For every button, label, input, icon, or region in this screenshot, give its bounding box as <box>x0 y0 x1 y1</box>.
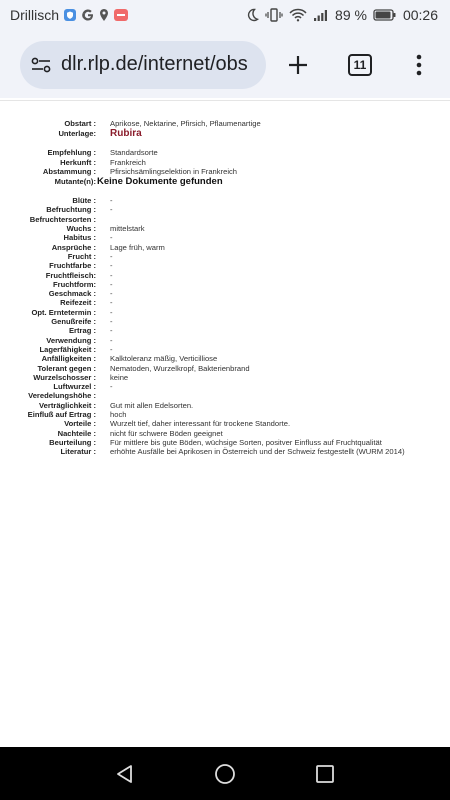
home-circle-icon <box>213 762 237 786</box>
field-row <box>0 373 450 382</box>
browser-toolbar <box>0 32 450 98</box>
field-row <box>0 205 450 214</box>
field-row <box>0 382 450 391</box>
no-documents-message: Keine Dokumente gefunden <box>97 176 223 188</box>
field-value <box>97 215 110 224</box>
field-value: - <box>110 317 113 327</box>
site-settings-icon[interactable] <box>30 55 52 75</box>
field-value: - <box>110 205 113 215</box>
field-row <box>0 261 450 270</box>
field-label: Frucht : <box>67 251 96 261</box>
field-value: Gut mit allen Edelsorten. <box>110 400 194 410</box>
field-label: Wurzelschosser : <box>33 372 96 382</box>
field-value: Für mittlere bis gute Böden, wüchsige Sorten, positver Einfluss auf Fruchtqualität <box>110 437 382 447</box>
field-row <box>0 308 450 317</box>
field-row <box>0 317 450 326</box>
field-row <box>0 391 450 400</box>
field-row <box>0 410 450 419</box>
field-value: Lage früh, warm <box>110 242 165 252</box>
field-value: - <box>110 382 113 392</box>
field-value: - <box>110 270 113 280</box>
field-value: - <box>110 251 113 261</box>
shield-app-icon <box>63 8 77 22</box>
field-label: Abstammung : <box>42 166 96 176</box>
field-value: - <box>110 261 113 271</box>
field-value: nicht für schwere Böden geeignet <box>110 428 223 438</box>
field-row <box>0 354 450 363</box>
field-value: - <box>110 233 113 243</box>
field-row <box>0 167 450 176</box>
field-row <box>0 158 450 167</box>
field-row <box>0 196 450 205</box>
field-label: Literatur : <box>60 447 96 457</box>
location-pin-icon <box>99 8 109 22</box>
toolbar-divider <box>0 100 450 101</box>
field-label: Geschmack : <box>48 289 96 299</box>
wifi-icon <box>289 8 307 22</box>
plus-icon <box>287 54 309 76</box>
field-label: Reifezeit : <box>60 298 96 308</box>
home-button[interactable] <box>213 762 237 786</box>
field-label: Fruchtfarbe : <box>49 261 96 271</box>
field-label: Befruchtersorten : <box>29 214 96 224</box>
new-tab-button[interactable] <box>285 50 311 80</box>
tab-count: 11 <box>348 54 372 76</box>
field-value: mittelstark <box>110 224 145 234</box>
field-value <box>97 391 110 400</box>
field-row <box>0 233 450 242</box>
field-label: Tolerant gegen : <box>37 363 96 373</box>
recent-apps-button[interactable] <box>313 762 337 786</box>
field-row <box>0 419 450 428</box>
field-label: Luftwurzel : <box>53 382 96 392</box>
field-value: Kalktoleranz mäßig, Verticilliose <box>110 354 218 364</box>
field-value: - <box>110 289 113 299</box>
field-row <box>0 438 450 447</box>
field-label: Veredelungshöhe : <box>28 391 96 401</box>
back-triangle-icon <box>114 763 136 785</box>
app-notification-icon <box>113 8 129 22</box>
field-label: Mutante(n): <box>54 177 96 187</box>
field-row <box>0 148 450 157</box>
field-label: Nachteile : <box>57 428 96 438</box>
field-value: - <box>110 298 113 308</box>
more-vertical-icon <box>416 54 422 76</box>
browser-menu-button[interactable] <box>410 50 428 80</box>
field-value: Standardsorte <box>110 148 158 158</box>
recent-apps-square-icon <box>314 763 336 785</box>
field-row <box>0 336 450 345</box>
field-label: Obstart : <box>64 119 96 128</box>
field-value: keine <box>110 372 129 382</box>
field-label: Einfluß auf Ertrag : <box>27 410 96 420</box>
field-value: - <box>110 196 113 206</box>
field-row <box>0 176 450 188</box>
system-navigation-bar <box>0 747 450 800</box>
field-label: Unterlage: <box>58 129 96 139</box>
field-label: Genußreife : <box>51 317 96 327</box>
field-row <box>0 289 450 298</box>
field-label: Herkunft : <box>60 157 96 167</box>
url-text[interactable]: dlr.rlp.de/internet/obs <box>61 53 248 75</box>
field-label: Befruchtung : <box>46 205 96 215</box>
field-row <box>0 252 450 261</box>
tab-switcher-button[interactable] <box>347 50 373 80</box>
field-row <box>0 298 450 307</box>
signal-strength-icon <box>313 8 329 22</box>
variety-details <box>0 119 450 457</box>
field-label: Fruchtfleisch: <box>45 270 96 280</box>
field-row <box>0 224 450 233</box>
address-bar[interactable] <box>20 41 266 89</box>
field-row <box>0 345 450 354</box>
field-value: - <box>110 279 113 289</box>
vibrate-icon <box>265 8 283 22</box>
status-bar <box>0 0 450 32</box>
battery-percent: 89 % <box>335 7 367 23</box>
field-value: Aprikose, Nektarine, Pfirsich, Pflaumenartige <box>110 119 261 128</box>
field-label: Wuchs : <box>66 224 96 234</box>
field-row <box>0 271 450 280</box>
field-row <box>0 447 450 456</box>
field-row <box>0 119 450 128</box>
field-label: Vorteile : <box>64 419 96 429</box>
field-label: Habitus : <box>63 233 96 243</box>
field-value: - <box>110 326 113 336</box>
field-value: erhöhte Ausfälle bei Aprikosen in Österreich und der Schweiz festgestellt (WURM 2014) <box>110 447 405 457</box>
battery-icon <box>373 8 397 22</box>
field-label: Empfehlung : <box>47 148 96 158</box>
field-label: Ertrag : <box>68 326 96 336</box>
field-row <box>0 243 450 252</box>
field-value: Wurzelt tief, daher interessant für trockene Standorte. <box>110 419 291 429</box>
field-label: Verwendung : <box>46 335 96 345</box>
rootstock-name: Rubira <box>110 128 142 140</box>
field-value: - <box>110 335 113 345</box>
carrier-name: Drillisch <box>10 7 59 23</box>
field-value: - <box>110 307 113 317</box>
field-value: Nematoden, Wurzelkropf, Bakterienbrand <box>110 363 250 373</box>
field-label: Verträglichkeit : <box>39 400 96 410</box>
google-icon <box>81 8 95 22</box>
field-label: Lagerfähigkeit : <box>39 344 96 354</box>
field-value: - <box>110 344 113 354</box>
field-label: Beurteilung : <box>49 437 96 447</box>
field-row <box>0 128 450 140</box>
field-row <box>0 326 450 335</box>
clock: 00:26 <box>402 7 438 23</box>
back-button[interactable] <box>113 762 137 786</box>
field-label: Fruchtform: <box>52 279 96 289</box>
field-row <box>0 429 450 438</box>
field-label: Blüte : <box>72 196 96 206</box>
field-row <box>0 401 450 410</box>
do-not-disturb-moon-icon <box>245 8 259 22</box>
field-value: Frankreich <box>110 157 146 167</box>
field-row <box>0 215 450 224</box>
field-row <box>0 280 450 289</box>
field-label: Opt. Erntetermin : <box>31 307 96 317</box>
field-label: Ansprüche : <box>51 242 96 252</box>
field-value: Pfirsichsämlingselektion in Frankreich <box>110 166 238 176</box>
field-row <box>0 364 450 373</box>
field-value: hoch <box>110 410 127 420</box>
field-label: Anfälligkeiten : <box>41 354 96 364</box>
